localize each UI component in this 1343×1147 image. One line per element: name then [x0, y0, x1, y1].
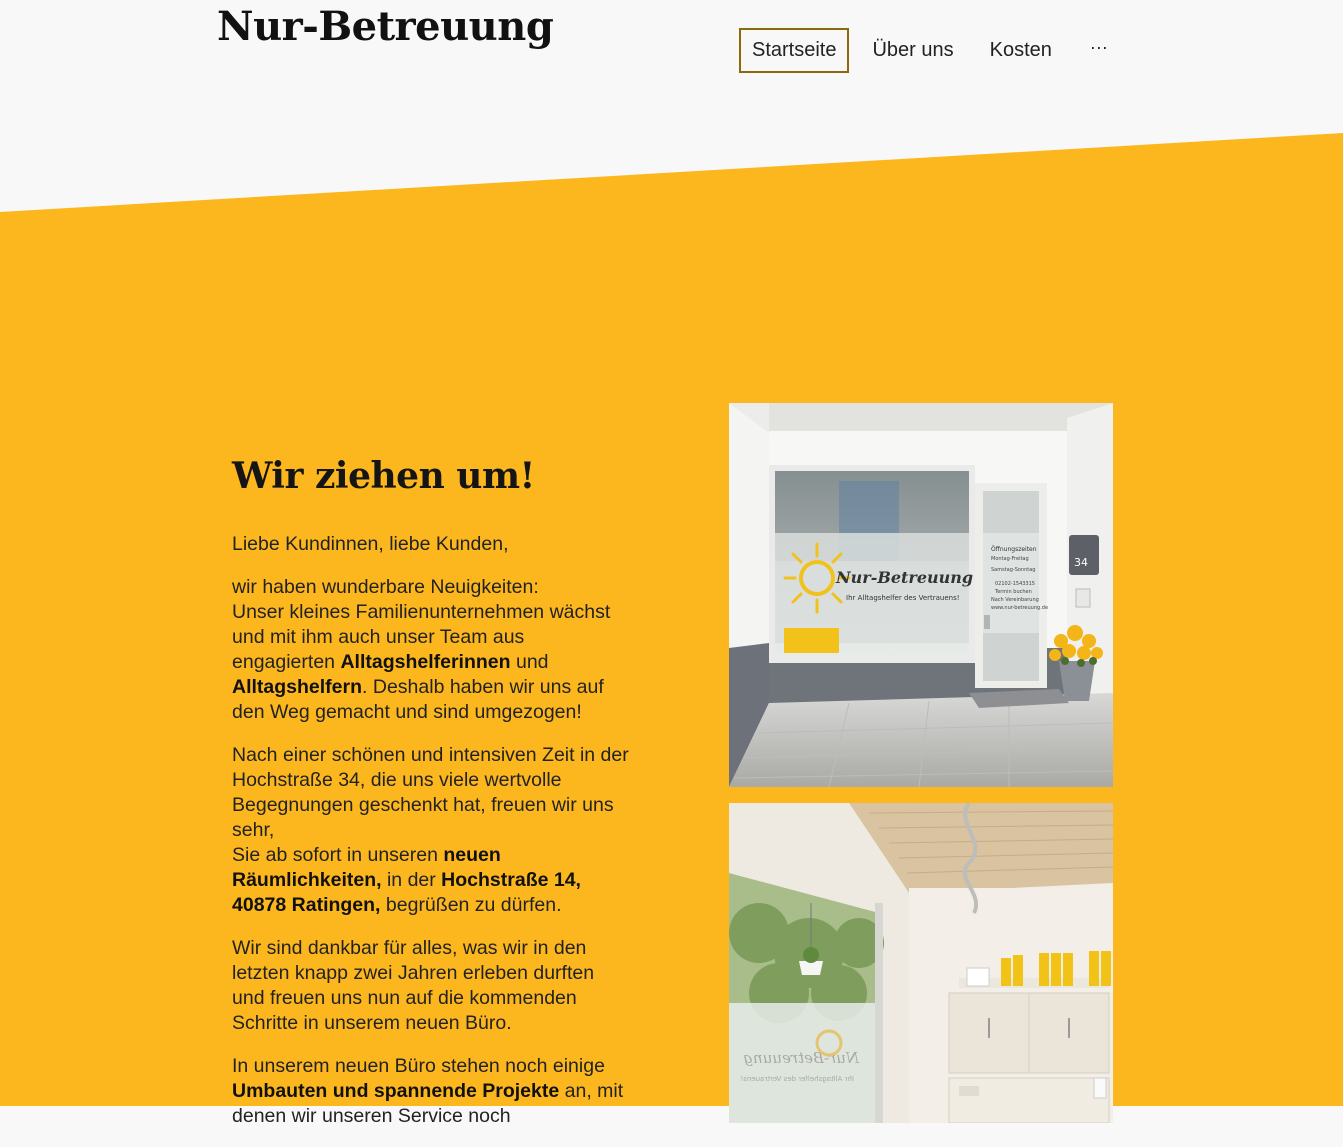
move-text: Sie ab sofort in unseren	[232, 844, 438, 866]
news-text: Unser kleines Familienunternehmen wächst und mit ihm auch unser Team aus engagierten	[232, 601, 611, 673]
svg-text:Ihr Alltagshelfer des Vertraue: Ihr Alltagshelfer des Vertrauens!	[740, 1075, 854, 1083]
greeting-text: Liebe Kundinnen, liebe Kunden,	[232, 533, 509, 555]
projects-paragraph	[232, 1054, 632, 1129]
svg-text:www.nur-betreuung.de: www.nur-betreuung.de	[991, 605, 1049, 611]
svg-text:02102-1543315: 02102-1543315	[995, 581, 1035, 587]
move-paragraph	[232, 743, 632, 918]
svg-text:Nach Vereinbarung: Nach Vereinbarung	[991, 597, 1039, 603]
thanks-paragraph: Wir sind dankbar für alles, was wir in den letzten knapp zwei Jahren erleben durften und freuen uns nun auf die kommenden Schritte in unserem neuen Büro.	[232, 937, 595, 1034]
svg-text:Termin buchen: Termin buchen	[995, 589, 1032, 595]
announcement-section	[232, 452, 632, 1147]
announcement-heading: Wir ziehen um!	[232, 455, 535, 497]
main-navigation	[739, 28, 1131, 73]
news-and: und	[515, 651, 549, 673]
svg-text:Öffnungszeiten: Öffnungszeiten	[991, 546, 1037, 553]
move-bold-address: Hochstraße 14, 40878 Ratingen,	[232, 869, 581, 916]
move-text-intro: Nach einer schönen und intensiven Zeit in der Hochstraße 34, die uns viele wertvolle Begegnungen geschenkt hat, freuen wir uns sehr,	[232, 744, 629, 841]
svg-text:Nur-Betreuung: Nur-Betreuung	[743, 1049, 859, 1067]
svg-text:34: 34	[1074, 556, 1088, 569]
nav-item-startseite[interactable]: Startseite	[739, 28, 849, 73]
move-text-end: begrüßen zu dürfen.	[385, 894, 562, 916]
news-paragraph	[232, 575, 632, 725]
svg-text:Montag-Freitag: Montag-Freitag	[991, 556, 1029, 562]
projects-text-end: an, mit denen wir unseren Service noch	[232, 1080, 624, 1127]
news-bold-helpers-male: Alltagshelfern	[232, 676, 363, 698]
svg-text:Samstag-Sonntag: Samstag-Sonntag	[991, 567, 1036, 573]
news-intro: wir haben wunderbare Neuigkeiten:	[232, 576, 539, 598]
news-text-end: . Deshalb haben wir uns auf den Weg gemacht und sind umgezogen!	[232, 676, 604, 723]
nav-more-menu[interactable]: ···	[1089, 36, 1108, 57]
office-interior-photo	[729, 803, 1113, 1123]
nav-item-kosten[interactable]: Kosten	[989, 39, 1052, 61]
news-bold-helpers-female: Alltagshelferinnen	[340, 651, 511, 673]
projects-bold: Umbauten und spannende Projekte	[232, 1080, 560, 1102]
site-title[interactable]: Nur-Betreuung	[217, 3, 554, 50]
move-text-in: in der	[386, 869, 436, 891]
projects-text: In unserem neuen Büro stehen noch einige	[232, 1055, 605, 1077]
svg-text:Nur-Betreuung: Nur-Betreuung	[836, 568, 974, 587]
move-bold-rooms: neuen Räumlichkeiten,	[232, 844, 501, 891]
nav-item-ueber-uns[interactable]: Über uns	[872, 39, 954, 61]
storefront-photo	[729, 403, 1113, 787]
svg-text:Ihr Alltagshelfer des Vertraue: Ihr Alltagshelfer des Vertrauens!	[846, 594, 960, 602]
